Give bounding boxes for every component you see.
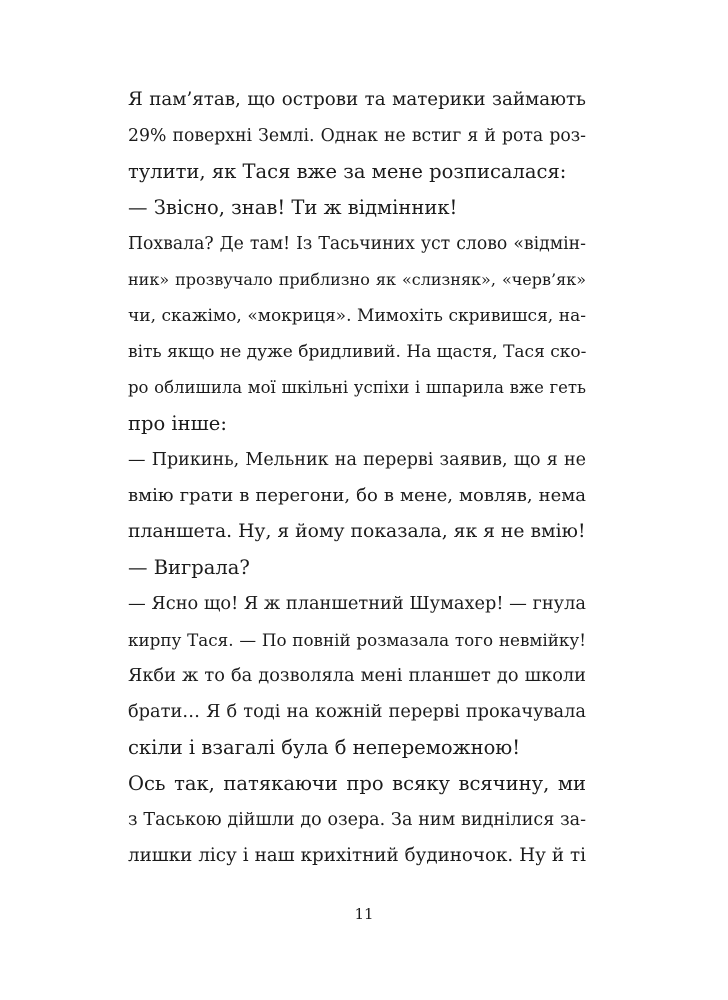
- text-line: планшета. Ну, я йому показала, як я не вмію!: [128, 521, 586, 542]
- text-line: Похвала? Де там! Із Тасьчиних уст слово «відмін-: [128, 234, 586, 254]
- text-line: — Виграла?: [128, 556, 250, 579]
- text-line: — Ясно що! Я ж планшетний Шумахер! — гнула: [128, 594, 586, 614]
- text-line: ро облишила мої шкільні успіхи і шпарила вже геть: [128, 378, 586, 397]
- text-line: — Прикинь, Мельник на перерві заявив, що я не: [128, 450, 586, 470]
- text-line: вмію грати в перегони, бо в мене, мовляв, нема: [128, 485, 586, 506]
- text-line: чи, скажімо, «мокриця». Мимохіть скривишся, на-: [128, 306, 586, 326]
- text-line: Я пам’ятав, що острови та материки займають: [128, 89, 586, 110]
- text-line: брати… Я б тоді на кожній перерві прокачувала: [128, 702, 586, 722]
- text-line: 29% поверхні Землі. Однак не встиг я й рота роз-: [128, 126, 586, 146]
- text-line: — Звісно, знав! Ти ж відмінник!: [128, 196, 458, 219]
- text-line: тулити, як Тася вже за мене розписалася:: [128, 160, 567, 183]
- text-line: з Таською дійшли до озера. За ним виднілися за-: [128, 810, 586, 830]
- page-number: 11: [354, 905, 374, 923]
- text-line: про інше:: [128, 412, 227, 435]
- text-line: ник» прозвучало приблизно як «слизняк», «черв’як»: [128, 270, 586, 289]
- text-line: Ось так, патякаючи про всяку всячину, ми: [128, 772, 586, 795]
- text-line: віть якщо не дуже бридливий. На щастя, Тася ско-: [128, 342, 587, 362]
- text-line: скіли і взагалі була б непереможною!: [128, 736, 521, 759]
- text-line: лишки лісу і наш крихітний будиночок. Ну й ті: [128, 845, 586, 866]
- text-line: Якби ж то ба дозволяла мені планшет до школи: [128, 666, 586, 686]
- body-text: [128, 82, 586, 874]
- text-line: кирпу Тася. — По повній розмазала того невмійку!: [128, 630, 586, 650]
